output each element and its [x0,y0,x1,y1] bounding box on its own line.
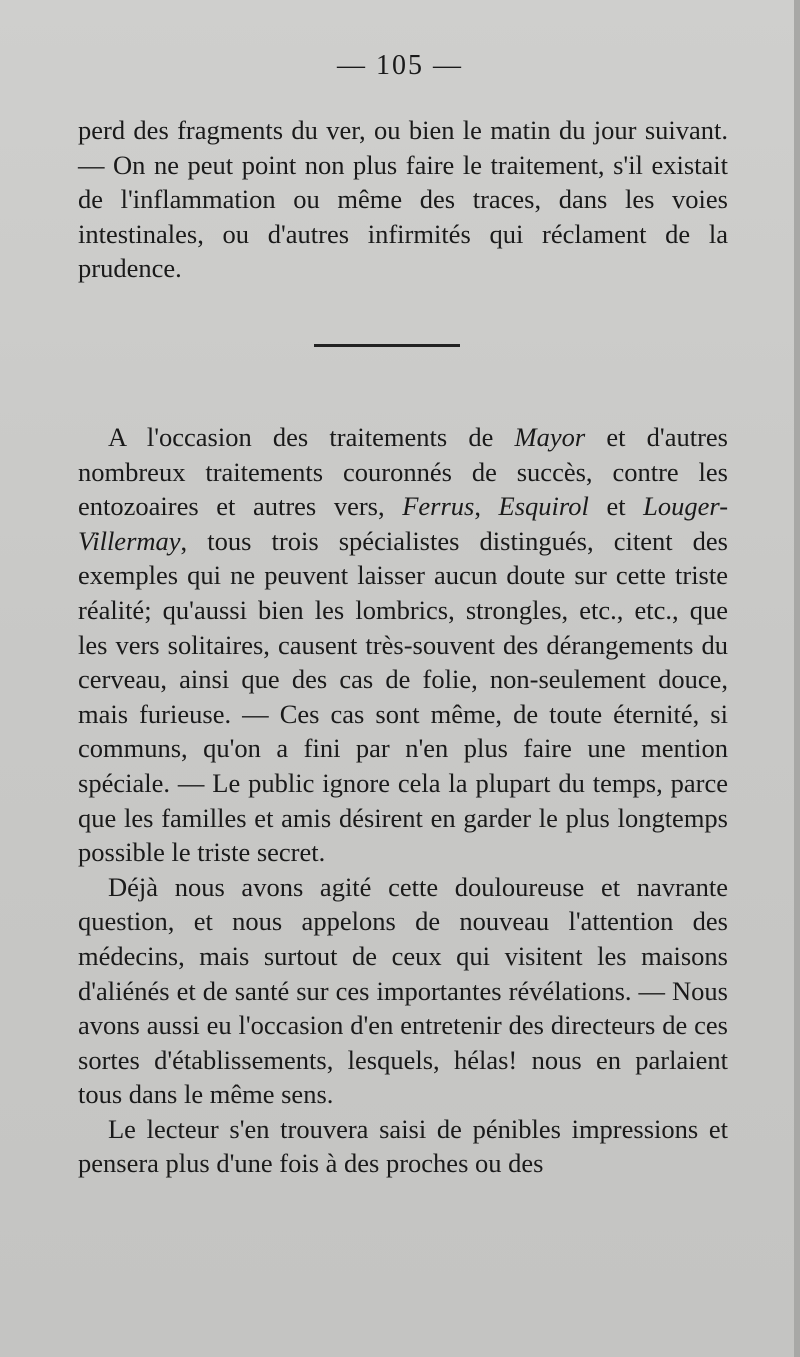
author-name-esquirol: Esquirol [498,491,589,522]
page-number: — 105 — [337,50,463,81]
paragraph-text: et [588,491,644,522]
section-divider [314,344,460,347]
paragraph-text: A l'occasion des traitements de [108,422,515,452]
paragraph-continuation: perd des fragments du ver, ou bien le matin du jour suivant. — On ne peut point non plus faire le traitement, s'il existait de l'inflammation ou même des traces, dans les voies intestinales, ou d'autres infirmités qui réclament de la prudence. [78,115,728,284]
paragraph-treatments [78,420,728,870]
author-name-mayor: Mayor [514,422,586,452]
text-block-top [78,113,728,286]
paragraph-text: , tous trois spécialistes distingués, citent des exemples qui ne peuvent laisser aucun doute sur cette triste réalité; qu'aussi bien les lombrics, strongles, etc., etc., que les vers solitaires, causent très-souvent des dérangements du cerveau, ainsi que des cas de folie, non-seulement douce, mais furieuse. — Ces cas sont même, de toute éternité, si communs, qu'on a fini par n'en plus faire une mention spéciale. — Le public ignore cela la plupart du temps, parce que les familles et amis désirent en garder le plus longtemps possible le triste secret. [78,525,728,868]
text-block-main [78,420,728,1181]
author-name-louger-villermay: Louger-Villermay [78,491,729,556]
paragraph-text: et d'autres nombreux traitements couronnés de succès, contre les entozoaires et autres vers, [78,422,728,522]
author-name-ferrus: Ferrus [402,491,475,522]
paragraph-reader: Le lecteur s'en trouvera saisi de pénibles impressions et pensera plus d'une fois à des proches ou des [78,1113,728,1179]
page-edge [794,0,800,1357]
paragraph-text: , [474,491,499,522]
paragraph-question: Déjà nous avons agité cette douloureuse et navrante question, et nous appelons de nouveau l'attention des médecins, mais surtout de ceux qui visitent les maisons d'aliénés et de santé sur ces importantes révélations. — Nous avons aussi eu l'occasion d'en entretenir des directeurs de ces sortes d'établissements, lesquels, hélas! nous en parlaient tous dans le même sens. [78,871,728,1110]
